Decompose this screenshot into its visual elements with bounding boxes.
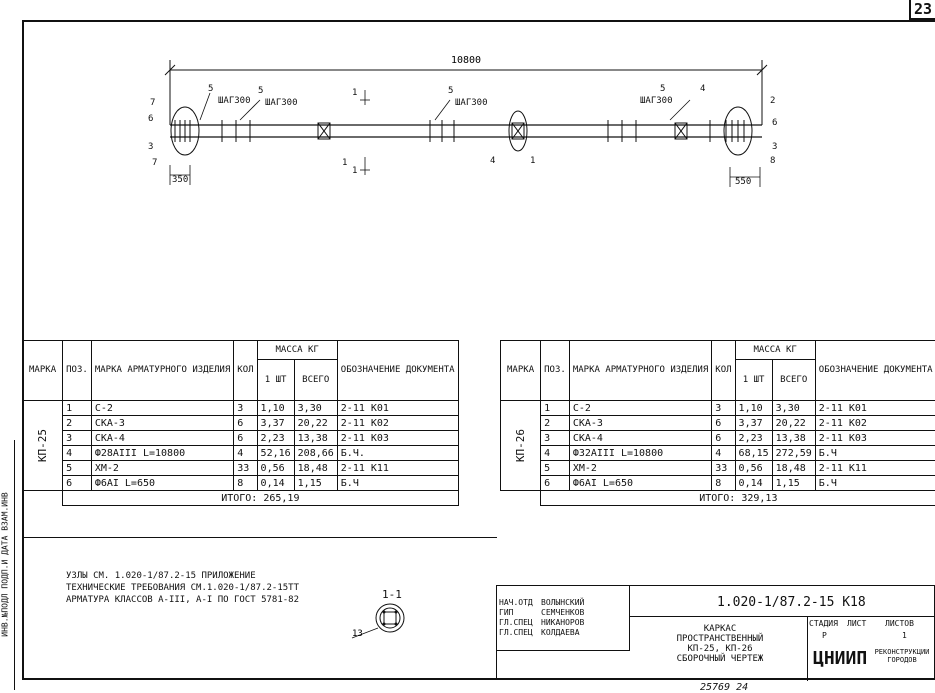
item: Ф32АIII L=10800 [569,446,711,461]
pos: 5 [541,461,570,476]
item: Ф28АIII L=10800 [91,446,233,461]
table-row [501,401,935,416]
table-row [501,476,935,491]
qty: 6 [234,431,257,446]
table-row [23,461,459,476]
pos: 2 [541,416,570,431]
table-row [501,416,935,431]
qty: 4 [234,446,257,461]
table-row [501,461,935,476]
col-product: МАРКА АРМАТУРНОГО ИЗДЕЛИЯ [569,341,711,401]
item: СКА-3 [91,416,233,431]
table-total: ИТОГО: 265,19 [63,491,458,506]
col-qty: КОЛ [234,341,257,401]
mass-one: 68,15 [735,446,772,461]
callout-5a: 5 [208,84,213,94]
pos: 1 [63,401,92,416]
name-1: ВОЛЫНСКИЙ [541,598,584,607]
mark-cell [23,401,63,491]
qty: 6 [234,416,257,431]
col-mass-total: ВСЕГО [772,360,815,401]
callout-7b: 7 [152,158,157,168]
table-row [23,401,459,416]
col-qty: КОЛ [712,341,735,401]
section-pos: 13 [352,629,363,639]
col-mass: МАССА КГ [257,341,337,360]
mass-one: 0,56 [735,461,772,476]
qty: 33 [234,461,257,476]
col-mass-total: ВСЕГО [294,360,337,401]
mass-one: 0,56 [257,461,294,476]
doc: Б.Ч. [337,446,458,461]
table-row [23,431,459,446]
drawing-code: 1.020-1/87.2-15 К18 [717,595,866,610]
doc: 2-11 К01 [337,401,458,416]
mark-label: КП-25 [36,429,49,462]
overall-length: 10800 [451,55,481,66]
title-block [496,585,935,680]
doc: 2-11 К02 [815,416,935,431]
item: СКА-4 [91,431,233,446]
pos: 3 [541,431,570,446]
side-strip [0,440,15,690]
callout-3a: 3 [148,142,153,152]
bottom-number: 25769 24 [700,682,748,693]
page-number: 23 [909,0,935,20]
mass-total: 18,48 [294,461,337,476]
role-1: НАЧ.ОТД [499,598,533,607]
stage-header: СТАДИЯ [809,619,838,628]
qty: 6 [712,431,735,446]
cage-drawing [130,45,790,195]
mass-one: 52,16 [257,446,294,461]
org-sub: РЕКОНСТРУКЦИИ ГОРОДОВ [871,648,933,664]
callout-4b: 4 [490,156,495,166]
pos: 6 [63,476,92,491]
note-3: АРМАТУРА КЛАССОВ А-III, А-I ПО ГОСТ 5781-82 [66,594,299,606]
name-2: СЕМЧЕНКОВ [541,608,584,617]
table-row [501,431,935,446]
item: Ф6АI L=650 [569,476,711,491]
qty: 8 [234,476,257,491]
item: ХМ-2 [569,461,711,476]
callout-8: 8 [770,156,775,166]
pos: 6 [541,476,570,491]
pitch-2: ШАГ300 [265,98,298,108]
mass-total: 20,22 [772,416,815,431]
callout-5d: 5 [660,84,665,94]
table-row [501,446,935,461]
section-mark-bottom: 1 [352,166,357,176]
section-label: 1-1 [382,588,402,601]
item: Ф6АI L=650 [91,476,233,491]
col-mass-one: 1 ШТ [735,360,772,401]
callout-5c: 5 [448,86,453,96]
callout-6b: 6 [772,118,777,128]
spec-table-kp26 [500,340,935,506]
qty: 4 [712,446,735,461]
mass-one: 2,23 [735,431,772,446]
org-logo: ЦНИИП [813,648,867,669]
mass-one: 0,14 [735,476,772,491]
mass-one: 1,10 [257,401,294,416]
callout-7a: 7 [150,98,155,108]
item: ХМ-2 [91,461,233,476]
col-doc: ОБОЗНАЧЕНИЕ ДОКУМЕНТА [815,341,935,401]
role-3: ГЛ.СПЕЦ [499,618,533,627]
mark-label: КП-26 [514,429,527,462]
col-mark: МАРКА [23,341,63,401]
pos: 2 [63,416,92,431]
doc: 2-11 К11 [337,461,458,476]
dim-right: 550 [735,177,751,187]
qty: 33 [712,461,735,476]
mass-total: 3,30 [294,401,337,416]
qty: 3 [712,401,735,416]
doc: 2-11 К03 [337,431,458,446]
role-2: ГИП [499,608,513,617]
dim-left: 350 [172,175,188,185]
table-total: ИТОГО: 329,13 [541,491,935,506]
table-row [23,446,459,461]
item: С-2 [91,401,233,416]
side-label: ИНВ.№ПОДЛ ПОДП.И ДАТА ВЗАМ.ИНВ [1,445,10,685]
doc: Б.Ч [815,446,935,461]
drawing-title [665,624,775,664]
callout-1b: 1 [530,156,535,166]
mass-total: 1,15 [294,476,337,491]
col-pos: ПОЗ. [63,341,92,401]
callout-1a: 1 [342,158,347,168]
mass-one: 1,10 [735,401,772,416]
sheets-value: 1 [902,631,907,640]
doc: 2-11 К02 [337,416,458,431]
pitch-4: ШАГ300 [640,96,673,106]
table-row [23,476,459,491]
title-line-2: ПРОСТРАНСТВЕННЫЙ [665,634,775,644]
mass-total: 18,48 [772,461,815,476]
mass-one: 0,14 [257,476,294,491]
mass-total: 208,66 [294,446,337,461]
mass-total: 272,59 [772,446,815,461]
col-doc: ОБОЗНАЧЕНИЕ ДОКУМЕНТА [337,341,458,401]
callout-2: 2 [770,96,775,106]
pos: 1 [541,401,570,416]
callout-3b: 3 [772,142,777,152]
col-pos: ПОЗ. [541,341,570,401]
doc: Б.Ч [337,476,458,491]
pos: 4 [63,446,92,461]
notes [66,570,299,606]
qty: 3 [234,401,257,416]
mass-one: 3,37 [257,416,294,431]
mass-total: 20,22 [294,416,337,431]
stage-value: Р [822,631,827,640]
note-2: ТЕХНИЧЕСКИЕ ТРЕБОВАНИЯ СМ.1.020-1/87.2-15ТТ [66,582,299,594]
role-4: ГЛ.СПЕЦ [499,628,533,637]
section-mark-top: 1 [352,88,357,98]
qty: 8 [712,476,735,491]
pos: 3 [63,431,92,446]
name-4: КОЛДАЕВА [541,628,580,637]
mass-one: 3,37 [735,416,772,431]
pitch-1: ШАГ300 [218,96,251,106]
col-product: МАРКА АРМАТУРНОГО ИЗДЕЛИЯ [91,341,233,401]
note-1: УЗЛЫ СМ. 1.020-1/87.2-15 ПРИЛОЖЕНИЕ [66,570,299,582]
title-line-4: СБОРОЧНЫЙ ЧЕРТЕЖ [665,654,775,664]
col-mass-one: 1 ШТ [257,360,294,401]
pos: 5 [63,461,92,476]
doc: Б.Ч [815,476,935,491]
col-mass: МАССА КГ [735,341,815,360]
doc: 2-11 К01 [815,401,935,416]
callout-5b: 5 [258,86,263,96]
doc: 2-11 К11 [815,461,935,476]
mass-total: 1,15 [772,476,815,491]
mass-total: 13,38 [772,431,815,446]
item: С-2 [569,401,711,416]
mass-total: 3,30 [772,401,815,416]
title-line-3: КП-25, КП-26 [665,644,775,654]
table-row [23,416,459,431]
pos: 4 [541,446,570,461]
qty: 6 [712,416,735,431]
separator [22,537,497,538]
sheets-header: ЛИСТОВ [885,619,914,628]
section-detail [350,600,410,645]
spec-table-kp25 [22,340,459,506]
name-3: НИКАНОРОВ [541,618,584,627]
item: СКА-3 [569,416,711,431]
doc: 2-11 К03 [815,431,935,446]
mass-one: 2,23 [257,431,294,446]
item: СКА-4 [569,431,711,446]
callout-6a: 6 [148,114,153,124]
col-mark: МАРКА [501,341,541,401]
sheet-header: ЛИСТ [847,619,866,628]
callout-4: 4 [700,84,705,94]
mass-total: 13,38 [294,431,337,446]
pitch-3: ШАГ300 [455,98,488,108]
title-line-1: КАРКАС [665,624,775,634]
mark-cell [501,401,541,491]
